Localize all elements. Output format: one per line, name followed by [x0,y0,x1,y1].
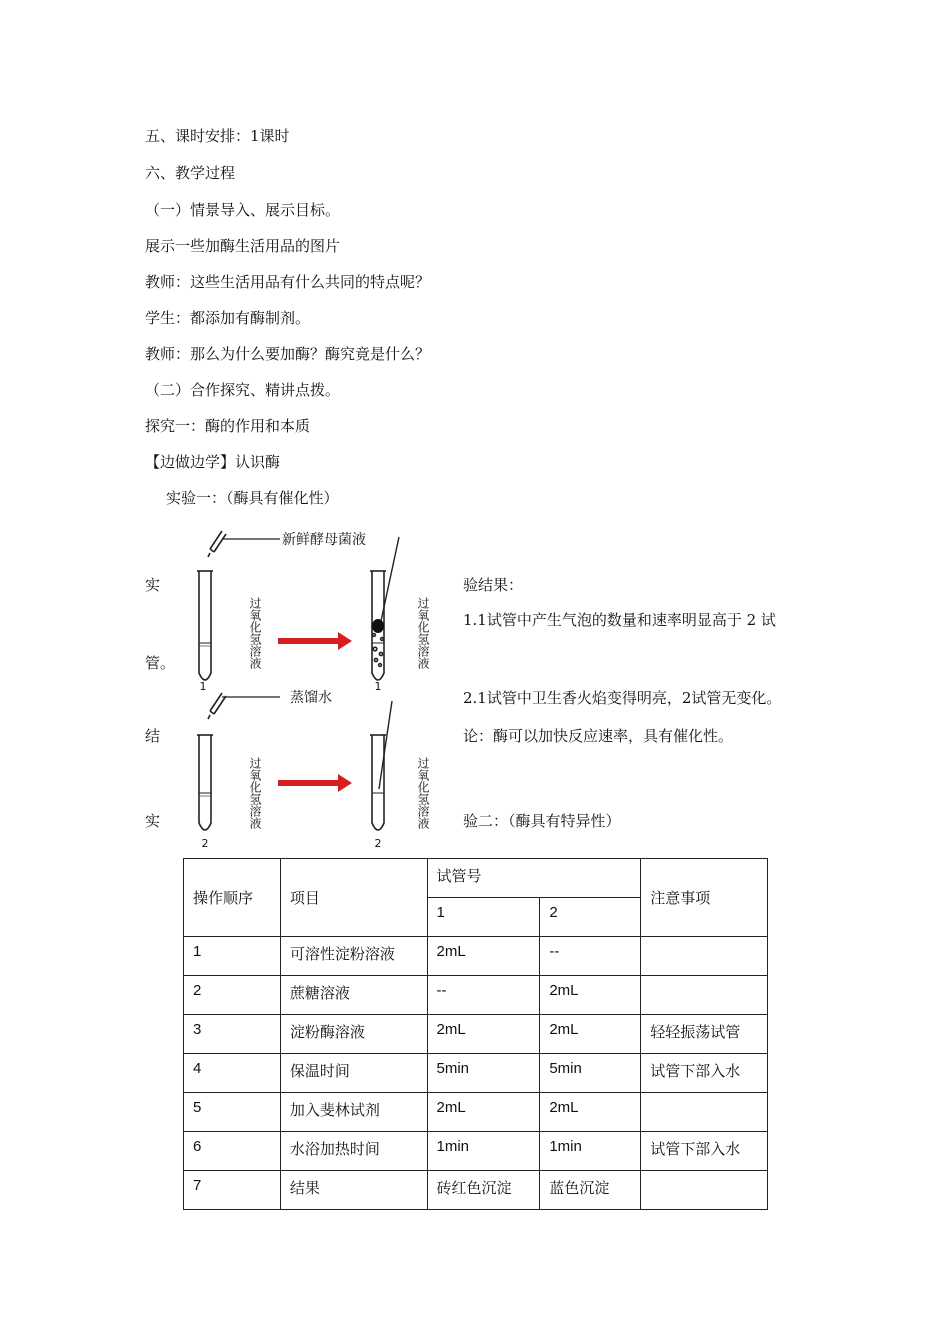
row-order: 7 [184,1171,281,1210]
tube-label-2b: 过氧化氢溶液 [416,757,430,829]
tube1-number-left: 1 [199,680,207,693]
tube-label-2a: 过氧化氢溶液 [248,757,262,829]
row-order: 2 [184,976,281,1015]
row-t2: 2mL [540,976,641,1015]
label-yeast: 新鲜酵母菌液 [282,532,366,548]
flame-mark [372,619,384,633]
tube-1-after [370,537,399,680]
row-note: 轻轻振荡试管 [641,1015,768,1054]
wrap-right-5: 验二：（酶具有特异性） [463,812,621,830]
tube2-number-right: 2 [374,837,382,850]
row-t1: 1min [427,1132,540,1171]
table-row [184,1015,768,1054]
wrap-left-1: 实 [145,576,161,594]
tube-label-1b: 过氧化氢溶液 [416,597,430,669]
learn-heading: 【边做边学】认识酶 [145,453,281,471]
row-item: 可溶性淀粉溶液 [280,937,427,976]
header-tube-no: 试管号 [427,859,641,898]
wrap-left-4: 实 [145,812,161,830]
row-note: 试管下部入水 [641,1054,768,1093]
tube-2-before [197,735,213,830]
part2-heading: （二）合作探究、精讲点拨。 [145,381,341,399]
student-answer-1: 学生：都添加有酶制剂。 [145,309,311,327]
table-header-row [184,859,768,898]
part1-heading: （一）情景导入、展示目标。 [145,201,341,219]
header-notes: 注意事项 [641,859,768,937]
row-t1: 5min [427,1054,540,1093]
wrap-right-4: 论：酶可以加快反应速率，具有催化性。 [463,727,734,745]
experiment1-title: 实验一：（酶具有催化性） [166,489,339,507]
wrap-left-2: 管。 [145,654,176,672]
row-t2: 1min [540,1132,641,1171]
row-t1: 2mL [427,1015,540,1054]
row-t2: 蓝色沉淀 [540,1171,641,1210]
header-item: 项目 [280,859,427,937]
process-heading: 六、教学过程 [145,164,236,182]
row-order: 5 [184,1093,281,1132]
arrow-1 [278,638,340,644]
row-item: 结果 [280,1171,427,1210]
explore1-heading: 探究一：酶的作用和本质 [145,417,311,435]
label-water: 蒸馏水 [290,690,332,706]
arrow-2-head [338,774,352,792]
tube-2-after [370,701,392,830]
experiment2-table [183,858,768,1210]
tube-1-before [197,571,213,680]
header-tube2: 2 [540,898,641,937]
wrap-right-3: 2.1试管中卫生香火焰变得明亮，2试管无变化。 [463,689,782,707]
row-t1: 2mL [427,1093,540,1132]
table-row [184,1054,768,1093]
row-note [641,937,768,976]
row-t1: -- [427,976,540,1015]
tube-label-1a: 过氧化氢溶液 [248,597,262,669]
table-row [184,1093,768,1132]
teacher-question-2: 教师：那么为什么要加酶？酶究竟是什么？ [145,345,431,363]
table-row [184,937,768,976]
row-item: 水浴加热时间 [280,1132,427,1171]
tube2-number-left: 2 [201,837,209,850]
experiment-figure [190,525,440,860]
wrap-left-3: 结 [145,727,161,745]
arrow-1-head [338,632,352,650]
row-note: 试管下部入水 [641,1132,768,1171]
row-t2: 5min [540,1054,641,1093]
wrap-right-2: 1.1试管中产生气泡的数量和速率明显高于 2 试 [463,611,776,629]
tube1-number-right: 1 [374,680,382,693]
row-t1: 2mL [427,937,540,976]
row-item: 蔗糖溶液 [280,976,427,1015]
header-order: 操作顺序 [184,859,281,937]
row-order: 4 [184,1054,281,1093]
row-order: 1 [184,937,281,976]
row-order: 6 [184,1132,281,1171]
wrap-right-1: 验结果： [463,576,524,594]
header-tube1: 1 [427,898,540,937]
row-t2: 2mL [540,1015,641,1054]
schedule-line: 五、课时安排：1课时 [145,127,290,145]
teacher-question-1: 教师：这些生活用品有什么共同的特点呢？ [145,273,431,291]
row-item: 淀粉酶溶液 [280,1015,427,1054]
table-row [184,1132,768,1171]
row-note [641,1171,768,1210]
row-item: 保温时间 [280,1054,427,1093]
row-t1: 砖红色沉淀 [427,1171,540,1210]
table-row [184,1171,768,1210]
row-item: 加入斐林试剂 [280,1093,427,1132]
row-t2: 2mL [540,1093,641,1132]
row-t2: -- [540,937,641,976]
table-row [184,976,768,1015]
row-note [641,976,768,1015]
dropper-icon [208,531,226,557]
show-line: 展示一些加酶生活用品的图片 [145,237,341,255]
row-order: 3 [184,1015,281,1054]
arrow-2 [278,780,340,786]
row-note [641,1093,768,1132]
